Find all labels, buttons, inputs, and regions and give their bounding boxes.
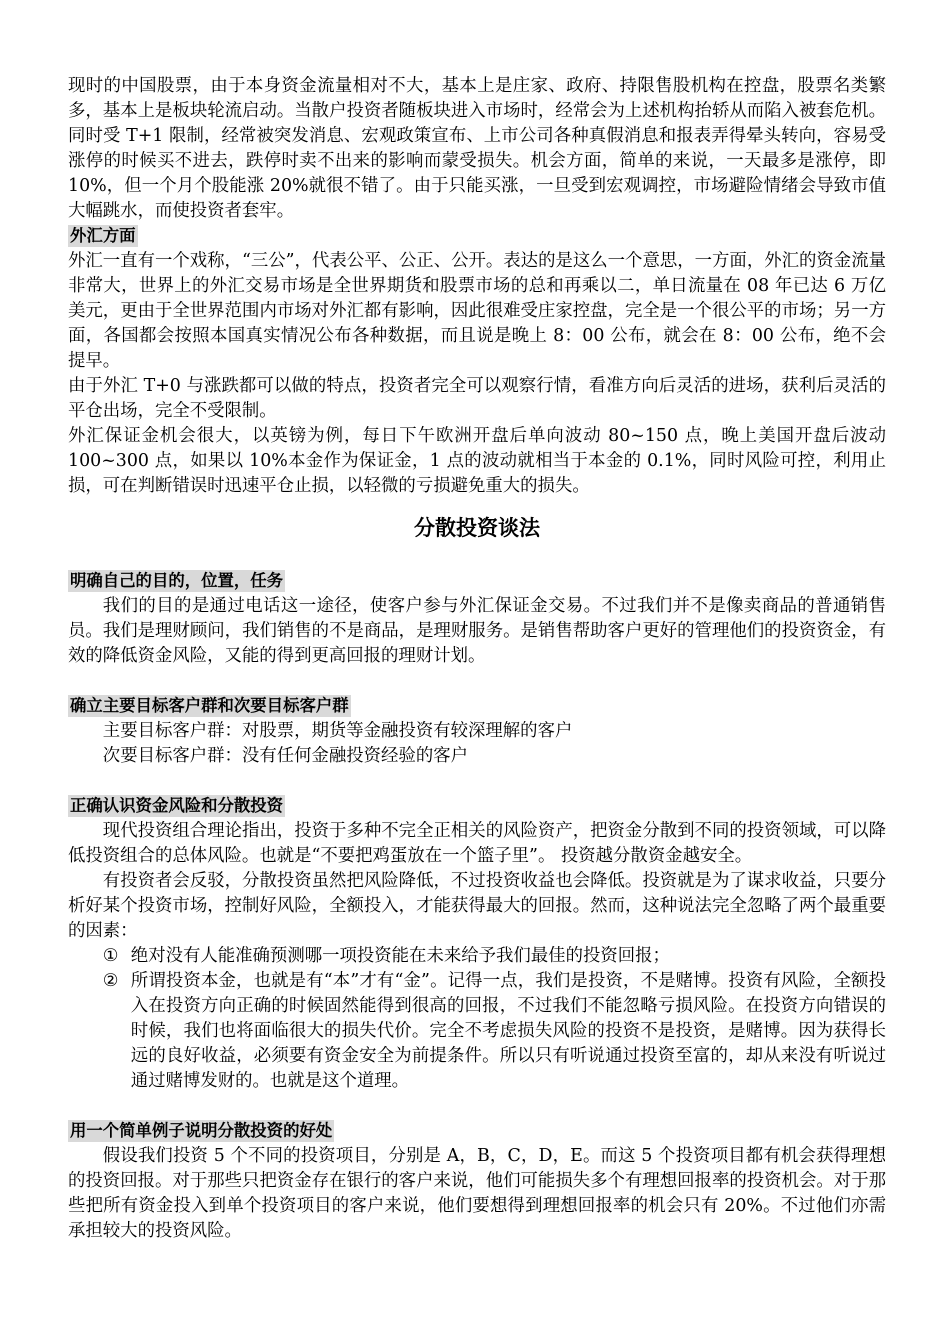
target-clients-heading: 确立主要目标客户群和次要目标客户群	[70, 696, 349, 715]
forex-paragraph-3: 外汇保证金机会很大，以英镑为例，每日下午欧洲开盘后单向波动 80~150 点，晚上美国开盘后波动 100~300 点，如果以 10%本金作为保证金，1 点的波动就相当于本金的 0.1%，同时风险可控，利用止损，可在判断错误时迅速平仓止损，以轻微的亏损避免重大的损失。	[68, 426, 886, 496]
primary-target-line: 主要目标客户群：对股票，期货等金融投资有较深理解的客户	[102, 721, 573, 741]
section-target-clients	[68, 694, 886, 769]
risk-paragraph-1: 现代投资组合理论指出，投资于多种不完全正相关的风险资产，把资金分散到不同的投资领域，可以降低投资组合的总体风险。也就是“不要把鸡蛋放在一个篮子里”。 投资越分散资金越安全。	[68, 821, 886, 866]
list-item	[68, 944, 886, 969]
forex-heading: 外汇方面	[70, 226, 136, 245]
purpose-paragraph: 我们的目的是通过电话这一途径，使客户参与外汇保证金交易。不过我们并不是像卖商品的普通销售员。我们是理财顾问，我们销售的不是商品，是理财服务。是销售帮助客户更好的管理他们的投资资金，有效的降低资金风险，又能的得到更高回报的理财计划。	[68, 596, 886, 666]
section-forex	[68, 224, 886, 499]
list-number: ②	[102, 971, 119, 991]
risk-paragraph-2: 有投资者会反驳，分散投资虽然把风险降低，不过投资收益也会降低。投资就是为了谋求收益，只要分析好某个投资市场，控制好风险，全额投入，才能获得最大的回报。然而，这种说法完全忽略了两个最重要的因素：	[68, 871, 886, 941]
list-text: 所谓投资本金，也就是有“本”才有“金”。记得一点，我们是投资，不是赌博。投资有风险，全额投入在投资方向正确的时候固然能得到很高的回报，不过我们不能忽略亏损风险。在投资方向错误的时候，我们也将面临很大的损失代价。完全不考虑损失风险的投资不是投资，是赌博。因为获得长远的良好收益，必须要有资金安全为前提条件。所以只有听说通过投资至富的，却从来没有听说过通过赌博发财的。也就是这个道理。	[130, 971, 886, 1091]
list-number: ①	[102, 946, 119, 966]
list-text: 绝对没有人能准确预测哪一项投资能在未来给予我们最佳的投资回报；	[130, 946, 670, 966]
document-title: 分散投资谈法	[414, 516, 540, 540]
example-heading: 用一个简单例子说明分散投资的好处	[70, 1121, 333, 1140]
secondary-target-line: 次要目标客户群：没有任何金融投资经验的客户	[102, 746, 469, 766]
example-paragraph: 假设我们投资 5 个不同的投资项目，分别是 A，B，C，D，E。而这 5 个投资项目都有机会获得理想的投资回报。对于那些只把资金存在银行的客户来说，他们可能损失多个有理想回报率的投资机会。对于那些把所有资金投入到单个投资项目的客户来说，他们要想得到理想回报率的机会只有 20%。不过他们亦需承担较大的投资风险。	[68, 1146, 886, 1241]
intro-paragraph: 现时的中国股票，由于本身资金流量相对不大，基本上是庄家、政府、持限售股机构在控盘，股票名类繁多，基本上是板块轮流启动。当散户投资者随板块进入市场时，经常会为上述机构抬轿从而陷入被套危机。同时受 T+1 限制，经常被突发消息、宏观政策宣布、上市公司各种真假消息和报表弄得晕头转向，容易受涨停的时候买不进去，跌停时卖不出来的影响而蒙受损失。机会方面，简单的来说，一天最多是涨停，即 10%，但一个月个股能涨 20%就很不错了。由于只能买涨，一旦受到宏观调控，市场避险情绪会导致市值大幅跳水，而使投资者套牢。	[68, 76, 886, 221]
section-purpose	[68, 569, 886, 669]
section-example	[68, 1119, 886, 1244]
forex-paragraph-1: 外汇一直有一个戏称，“三公”，代表公平、公正、公开。表达的是这么一个意思，一方面，外汇的资金流量非常大，世界上的外汇交易市场是全世界期货和股票市场的总和再乘以二，单日流量在 08 年已达 6 万亿美元，更由于全世界范围内市场对外汇都有影响，因此很难受庄家控盘，完全是一个很公平的市场；另一方面，各国都会按照本国真实情况公布各种数据，而且说是晚上 8：00 公布，就会在 8：00 公布，绝不会提早。	[68, 251, 886, 371]
forex-paragraph-2: 由于外汇 T+0 与涨跌都可以做的特点，投资者完全可以观察行情，看准方向后灵活的进场，获利后灵活的平仓出场，完全不受限制。	[68, 376, 886, 421]
section-risk	[68, 794, 886, 1094]
purpose-heading: 明确自己的目的，位置，任务	[70, 571, 284, 590]
list-item	[68, 969, 886, 1094]
document-page	[68, 74, 886, 1244]
risk-heading: 正确认识资金风险和分散投资	[70, 796, 284, 815]
